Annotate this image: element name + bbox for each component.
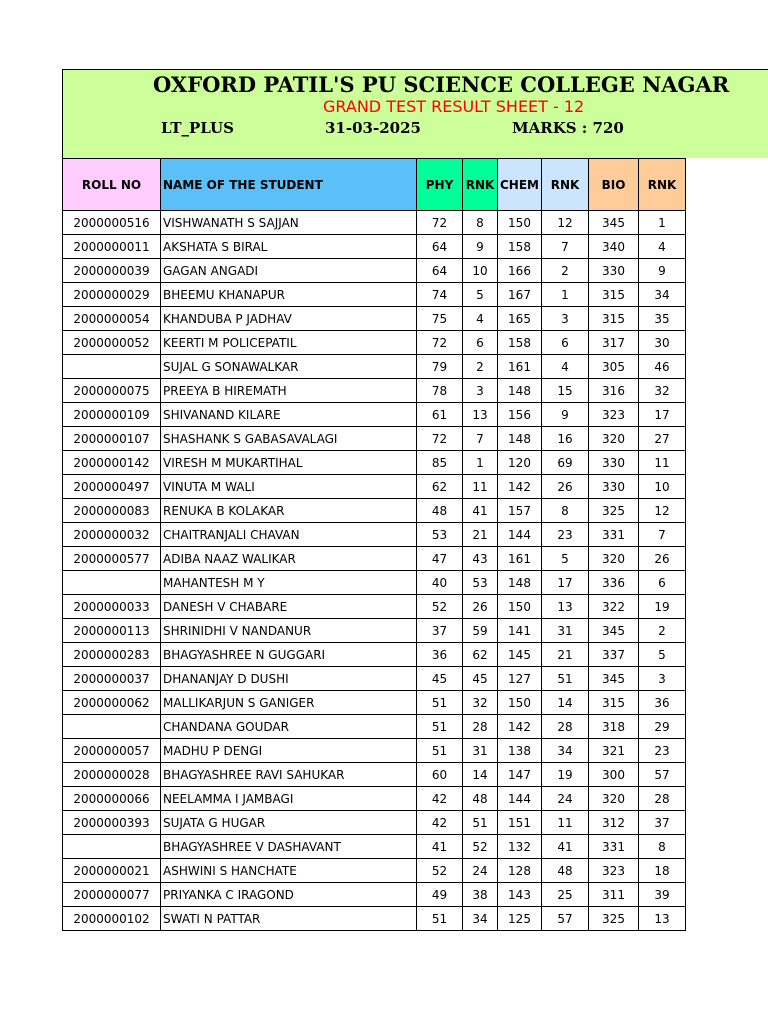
table-row — [63, 907, 686, 931]
student-name-cell: MALLIKARJUN S GANIGER — [161, 691, 417, 715]
phy-cell: 74 — [417, 283, 463, 307]
bio-rank-cell: 13 — [639, 907, 686, 931]
phy-rank-cell: 28 — [463, 715, 498, 739]
phy-rank-cell: 32 — [463, 691, 498, 715]
roll-no-cell: 2000000107 — [63, 427, 161, 451]
phy-rank-cell: 6 — [463, 331, 498, 355]
phy-cell: 42 — [417, 811, 463, 835]
chem-rank-cell: 9 — [542, 403, 589, 427]
chem-rank-cell: 4 — [542, 355, 589, 379]
chem-cell: 166 — [498, 259, 542, 283]
phy-cell: 47 — [417, 547, 463, 571]
chem-cell: 158 — [498, 331, 542, 355]
phy-cell: 45 — [417, 667, 463, 691]
chem-cell: 148 — [498, 427, 542, 451]
phy-cell: 78 — [417, 379, 463, 403]
table-row — [63, 763, 686, 787]
phy-cell: 51 — [417, 739, 463, 763]
phy-rank-cell: 9 — [463, 235, 498, 259]
phy-rank-cell: 21 — [463, 523, 498, 547]
phy-rank-cell: 53 — [463, 571, 498, 595]
phy-cell: 49 — [417, 883, 463, 907]
roll-no-cell: 2000000109 — [63, 403, 161, 427]
phy-cell: 75 — [417, 307, 463, 331]
roll-no-cell: 2000000054 — [63, 307, 161, 331]
chem-rank-cell: 48 — [542, 859, 589, 883]
chem-rank-cell: 25 — [542, 883, 589, 907]
chem-rank-cell: 31 — [542, 619, 589, 643]
bio-rank-cell: 30 — [639, 331, 686, 355]
phy-rank-cell: 3 — [463, 379, 498, 403]
roll-no-cell: 2000000113 — [63, 619, 161, 643]
chem-cell: 151 — [498, 811, 542, 835]
student-name-cell: VINUTA M WALI — [161, 475, 417, 499]
chem-rank-cell: 14 — [542, 691, 589, 715]
phy-cell: 51 — [417, 907, 463, 931]
chem-rank-cell: 2 — [542, 259, 589, 283]
bio-rank-cell: 17 — [639, 403, 686, 427]
bio-cell: 322 — [589, 595, 639, 619]
phy-rank-cell: 62 — [463, 643, 498, 667]
bio-rank-cell: 4 — [639, 235, 686, 259]
bio-cell: 317 — [589, 331, 639, 355]
chem-rank-cell: 17 — [542, 571, 589, 595]
bio-cell: 340 — [589, 235, 639, 259]
chem-cell: 161 — [498, 547, 542, 571]
bio-rank-cell: 7 — [639, 523, 686, 547]
chem-cell: 145 — [498, 643, 542, 667]
batch-label: LT_PLUS — [161, 119, 234, 137]
college-title: OXFORD PATIL'S PU SCIENCE COLLEGE NAGAR — [153, 72, 730, 97]
student-name-cell: SWATI N PATTAR — [161, 907, 417, 931]
chem-cell: 157 — [498, 499, 542, 523]
chem-rank-cell: 19 — [542, 763, 589, 787]
table-row — [63, 691, 686, 715]
bio-rank-cell: 10 — [639, 475, 686, 499]
roll-no-cell — [63, 355, 161, 379]
table-row — [63, 211, 686, 235]
results-body — [63, 211, 686, 931]
chem-cell: 150 — [498, 691, 542, 715]
roll-no-cell: 2000000516 — [63, 211, 161, 235]
roll-no-cell: 2000000283 — [63, 643, 161, 667]
table-row — [63, 259, 686, 283]
student-name-cell: BHAGYASHREE RAVI SAHUKAR — [161, 763, 417, 787]
col-student-name: NAME OF THE STUDENT — [161, 159, 417, 211]
student-name-cell: MAHANTESH M Y — [161, 571, 417, 595]
chem-cell: 167 — [498, 283, 542, 307]
chem-cell: 150 — [498, 211, 542, 235]
student-name-cell: PRIYANKA C IRAGOND — [161, 883, 417, 907]
table-row — [63, 715, 686, 739]
roll-no-cell: 2000000021 — [63, 859, 161, 883]
chem-rank-cell: 15 — [542, 379, 589, 403]
table-row — [63, 811, 686, 835]
phy-rank-cell: 31 — [463, 739, 498, 763]
chem-rank-cell: 12 — [542, 211, 589, 235]
roll-no-cell: 2000000102 — [63, 907, 161, 931]
bio-rank-cell: 32 — [639, 379, 686, 403]
table-row — [63, 523, 686, 547]
bio-cell: 305 — [589, 355, 639, 379]
phy-cell: 52 — [417, 595, 463, 619]
phy-cell: 42 — [417, 787, 463, 811]
col-phy: PHY — [417, 159, 463, 211]
bio-cell: 316 — [589, 379, 639, 403]
phy-cell: 64 — [417, 259, 463, 283]
col-chem-rank: RNK — [542, 159, 589, 211]
roll-no-cell: 2000000142 — [63, 451, 161, 475]
phy-cell: 60 — [417, 763, 463, 787]
chem-cell: 148 — [498, 379, 542, 403]
roll-no-cell — [63, 571, 161, 595]
phy-rank-cell: 1 — [463, 451, 498, 475]
bio-rank-cell: 34 — [639, 283, 686, 307]
phy-cell: 52 — [417, 859, 463, 883]
phy-cell: 61 — [417, 403, 463, 427]
bio-rank-cell: 26 — [639, 547, 686, 571]
bio-rank-cell: 37 — [639, 811, 686, 835]
table-row — [63, 427, 686, 451]
phy-cell: 62 — [417, 475, 463, 499]
chem-cell: 141 — [498, 619, 542, 643]
bio-cell: 325 — [589, 907, 639, 931]
student-name-cell: SHRINIDHI V NANDANUR — [161, 619, 417, 643]
bio-cell: 325 — [589, 499, 639, 523]
bio-cell: 318 — [589, 715, 639, 739]
phy-rank-cell: 59 — [463, 619, 498, 643]
bio-cell: 321 — [589, 739, 639, 763]
bio-rank-cell: 23 — [639, 739, 686, 763]
student-name-cell: DHANANJAY D DUSHI — [161, 667, 417, 691]
phy-rank-cell: 43 — [463, 547, 498, 571]
phy-rank-cell: 48 — [463, 787, 498, 811]
table-row — [63, 547, 686, 571]
chem-cell: 142 — [498, 475, 542, 499]
chem-rank-cell: 51 — [542, 667, 589, 691]
phy-rank-cell: 51 — [463, 811, 498, 835]
bio-cell: 336 — [589, 571, 639, 595]
phy-rank-cell: 52 — [463, 835, 498, 859]
phy-rank-cell: 2 — [463, 355, 498, 379]
bio-rank-cell: 12 — [639, 499, 686, 523]
roll-no-cell: 2000000037 — [63, 667, 161, 691]
bio-cell: 300 — [589, 763, 639, 787]
phy-cell: 64 — [417, 235, 463, 259]
chem-cell: 156 — [498, 403, 542, 427]
phy-rank-cell: 38 — [463, 883, 498, 907]
phy-rank-cell: 34 — [463, 907, 498, 931]
bio-rank-cell: 6 — [639, 571, 686, 595]
chem-rank-cell: 8 — [542, 499, 589, 523]
student-name-cell: NEELAMMA I JAMBAGI — [161, 787, 417, 811]
chem-cell: 127 — [498, 667, 542, 691]
bio-rank-cell: 5 — [639, 643, 686, 667]
bio-cell: 320 — [589, 547, 639, 571]
phy-rank-cell: 8 — [463, 211, 498, 235]
table-row — [63, 739, 686, 763]
table-header-row — [63, 159, 686, 211]
student-name-cell: CHANDANA GOUDAR — [161, 715, 417, 739]
roll-no-cell: 2000000077 — [63, 883, 161, 907]
chem-cell: 143 — [498, 883, 542, 907]
phy-rank-cell: 7 — [463, 427, 498, 451]
roll-no-cell: 2000000083 — [63, 499, 161, 523]
table-row — [63, 355, 686, 379]
phy-cell: 85 — [417, 451, 463, 475]
table-row — [63, 571, 686, 595]
student-name-cell: BHEEMU KHANAPUR — [161, 283, 417, 307]
phy-rank-cell: 10 — [463, 259, 498, 283]
bio-rank-cell: 27 — [639, 427, 686, 451]
chem-rank-cell: 1 — [542, 283, 589, 307]
student-name-cell: CHAITRANJALI CHAVAN — [161, 523, 417, 547]
chem-rank-cell: 16 — [542, 427, 589, 451]
chem-rank-cell: 34 — [542, 739, 589, 763]
bio-cell: 320 — [589, 787, 639, 811]
bio-cell: 345 — [589, 667, 639, 691]
bio-cell: 330 — [589, 475, 639, 499]
roll-no-cell: 2000000039 — [63, 259, 161, 283]
result-sheet-header — [62, 69, 768, 158]
chem-cell: 158 — [498, 235, 542, 259]
bio-cell: 330 — [589, 259, 639, 283]
chem-cell: 142 — [498, 715, 542, 739]
chem-rank-cell: 5 — [542, 547, 589, 571]
student-name-cell: KEERTI M POLICEPATIL — [161, 331, 417, 355]
bio-cell: 331 — [589, 523, 639, 547]
chem-rank-cell: 69 — [542, 451, 589, 475]
bio-rank-cell: 57 — [639, 763, 686, 787]
table-row — [63, 403, 686, 427]
phy-cell: 51 — [417, 715, 463, 739]
chem-rank-cell: 7 — [542, 235, 589, 259]
student-name-cell: BHAGYASHREE V DASHAVANT — [161, 835, 417, 859]
table-row — [63, 235, 686, 259]
bio-rank-cell: 29 — [639, 715, 686, 739]
phy-cell: 41 — [417, 835, 463, 859]
student-name-cell: ASHWINI S HANCHATE — [161, 859, 417, 883]
bio-rank-cell: 18 — [639, 859, 686, 883]
phy-cell: 37 — [417, 619, 463, 643]
chem-rank-cell: 6 — [542, 331, 589, 355]
bio-cell: 331 — [589, 835, 639, 859]
student-name-cell: RENUKA B KOLAKAR — [161, 499, 417, 523]
phy-cell: 72 — [417, 211, 463, 235]
phy-rank-cell: 5 — [463, 283, 498, 307]
phy-cell: 53 — [417, 523, 463, 547]
table-row — [63, 307, 686, 331]
bio-rank-cell: 3 — [639, 667, 686, 691]
table-row — [63, 859, 686, 883]
sheet-title: GRAND TEST RESULT SHEET - 12 — [323, 97, 585, 116]
roll-no-cell: 2000000062 — [63, 691, 161, 715]
bio-rank-cell: 8 — [639, 835, 686, 859]
phy-rank-cell: 13 — [463, 403, 498, 427]
chem-rank-cell: 26 — [542, 475, 589, 499]
phy-rank-cell: 24 — [463, 859, 498, 883]
chem-rank-cell: 41 — [542, 835, 589, 859]
chem-cell: 128 — [498, 859, 542, 883]
table-row — [63, 283, 686, 307]
table-row — [63, 835, 686, 859]
roll-no-cell: 2000000033 — [63, 595, 161, 619]
roll-no-cell: 2000000577 — [63, 547, 161, 571]
phy-cell: 40 — [417, 571, 463, 595]
roll-no-cell — [63, 835, 161, 859]
chem-rank-cell: 28 — [542, 715, 589, 739]
table-row — [63, 883, 686, 907]
table-row — [63, 379, 686, 403]
bio-cell: 337 — [589, 643, 639, 667]
bio-cell: 320 — [589, 427, 639, 451]
bio-cell: 312 — [589, 811, 639, 835]
table-row — [63, 499, 686, 523]
phy-cell: 48 — [417, 499, 463, 523]
phy-cell: 51 — [417, 691, 463, 715]
bio-rank-cell: 11 — [639, 451, 686, 475]
chem-cell: 147 — [498, 763, 542, 787]
col-phy-rank: RNK — [463, 159, 498, 211]
bio-rank-cell: 28 — [639, 787, 686, 811]
phy-rank-cell: 41 — [463, 499, 498, 523]
bio-rank-cell: 2 — [639, 619, 686, 643]
phy-rank-cell: 4 — [463, 307, 498, 331]
table-row — [63, 451, 686, 475]
chem-cell: 161 — [498, 355, 542, 379]
chem-cell: 150 — [498, 595, 542, 619]
bio-rank-cell: 36 — [639, 691, 686, 715]
col-chem: CHEM — [498, 159, 542, 211]
chem-cell: 165 — [498, 307, 542, 331]
col-bio: BIO — [589, 159, 639, 211]
roll-no-cell — [63, 715, 161, 739]
roll-no-cell: 2000000029 — [63, 283, 161, 307]
table-row — [63, 787, 686, 811]
roll-no-cell: 2000000393 — [63, 811, 161, 835]
student-name-cell: SUJAL G SONAWALKAR — [161, 355, 417, 379]
chem-cell: 125 — [498, 907, 542, 931]
chem-cell: 120 — [498, 451, 542, 475]
bio-cell: 311 — [589, 883, 639, 907]
bio-cell: 345 — [589, 211, 639, 235]
bio-rank-cell: 39 — [639, 883, 686, 907]
chem-cell: 148 — [498, 571, 542, 595]
table-row — [63, 331, 686, 355]
chem-rank-cell: 23 — [542, 523, 589, 547]
bio-rank-cell: 1 — [639, 211, 686, 235]
student-name-cell: DANESH V CHABARE — [161, 595, 417, 619]
student-name-cell: VISHWANATH S SAJJAN — [161, 211, 417, 235]
bio-cell: 315 — [589, 691, 639, 715]
bio-rank-cell: 35 — [639, 307, 686, 331]
student-name-cell: KHANDUBA P JADHAV — [161, 307, 417, 331]
roll-no-cell: 2000000497 — [63, 475, 161, 499]
table-row — [63, 595, 686, 619]
chem-cell: 144 — [498, 523, 542, 547]
student-name-cell: GAGAN ANGADI — [161, 259, 417, 283]
student-name-cell: SHIVANAND KILARE — [161, 403, 417, 427]
bio-cell: 315 — [589, 307, 639, 331]
chem-rank-cell: 57 — [542, 907, 589, 931]
bio-cell: 323 — [589, 403, 639, 427]
student-name-cell: BHAGYASHREE N GUGGARI — [161, 643, 417, 667]
chem-cell: 144 — [498, 787, 542, 811]
col-bio-rank: RNK — [639, 159, 686, 211]
table-row — [63, 667, 686, 691]
student-name-cell: ADIBA NAAZ WALIKAR — [161, 547, 417, 571]
phy-rank-cell: 14 — [463, 763, 498, 787]
student-name-cell: MADHU P DENGI — [161, 739, 417, 763]
phy-rank-cell: 26 — [463, 595, 498, 619]
student-name-cell: AKSHATA S BIRAL — [161, 235, 417, 259]
bio-cell: 315 — [589, 283, 639, 307]
phy-cell: 72 — [417, 331, 463, 355]
phy-rank-cell: 45 — [463, 667, 498, 691]
bio-rank-cell: 19 — [639, 595, 686, 619]
roll-no-cell: 2000000057 — [63, 739, 161, 763]
chem-cell: 138 — [498, 739, 542, 763]
chem-rank-cell: 13 — [542, 595, 589, 619]
total-marks: MARKS : 720 — [512, 119, 624, 137]
chem-rank-cell: 21 — [542, 643, 589, 667]
roll-no-cell: 2000000052 — [63, 331, 161, 355]
student-name-cell: VIRESH M MUKARTIHAL — [161, 451, 417, 475]
roll-no-cell: 2000000011 — [63, 235, 161, 259]
bio-cell: 330 — [589, 451, 639, 475]
bio-rank-cell: 9 — [639, 259, 686, 283]
table-row — [63, 643, 686, 667]
roll-no-cell: 2000000066 — [63, 787, 161, 811]
test-date: 31-03-2025 — [325, 119, 421, 137]
chem-cell: 132 — [498, 835, 542, 859]
phy-cell: 36 — [417, 643, 463, 667]
student-name-cell: SUJATA G HUGAR — [161, 811, 417, 835]
bio-cell: 345 — [589, 619, 639, 643]
bio-cell: 323 — [589, 859, 639, 883]
roll-no-cell: 2000000032 — [63, 523, 161, 547]
student-name-cell: PREEYA B HIREMATH — [161, 379, 417, 403]
phy-cell: 79 — [417, 355, 463, 379]
roll-no-cell: 2000000028 — [63, 763, 161, 787]
chem-rank-cell: 3 — [542, 307, 589, 331]
table-row — [63, 475, 686, 499]
phy-rank-cell: 11 — [463, 475, 498, 499]
roll-no-cell: 2000000075 — [63, 379, 161, 403]
bio-rank-cell: 46 — [639, 355, 686, 379]
results-table — [62, 158, 686, 931]
chem-rank-cell: 11 — [542, 811, 589, 835]
student-name-cell: SHASHANK S GABASAVALAGI — [161, 427, 417, 451]
chem-rank-cell: 24 — [542, 787, 589, 811]
col-roll-no: ROLL NO — [63, 159, 161, 211]
table-row — [63, 619, 686, 643]
phy-cell: 72 — [417, 427, 463, 451]
